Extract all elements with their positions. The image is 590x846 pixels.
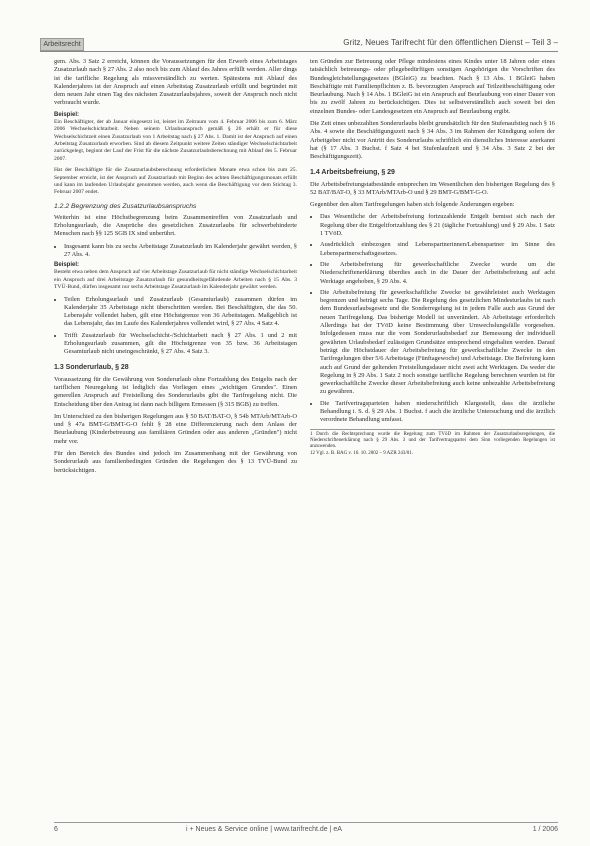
paragraph: Im Unterschied zu den bisherigen Regelungen aus § 50 BAT/BAT-O, § 54b MTArb/MTArb-O und § 47a BMT-G/BMT-G-O fehlt § 28 eine Differenzierung nach dem Anlass der Beurlaubung (Kinderbetreuung aus familiären Gründen oder aus anderen „Gründen") nicht mehr vor.	[54, 412, 297, 445]
paragraph: Hat der Beschäftigte für die Zusatzurlaubsberechnung erforderlichen Monate etwa schon bis zum 25. September erreicht, ist der Anspruch auf Zusatzurlaub mit Beginn des achten Beschäftigungsmonats erfüllt und kann im laufenden Urlaubsjahr genommen werden, auch wenn die Beschäftigung vor dem Stichtag 3. Februar 2007 endet.	[54, 167, 297, 196]
section-heading: 1.2.2 Begrenzung des Zusatzurlaubsanspruchs	[54, 202, 197, 210]
paragraph: ten Gründen zur Betreuung oder Pflege mindestens eines Kindes unter 18 Jahren oder eines tatsächlich betreuungs- oder pflegebedürftigen sonstigen Angehörigen die Vorschriften des Bundesgleichstellungsgesetzes (BGleiG) zu beachten. Nach § 13 Abs. 1 BGleiG haben Beschäftigte mit Familienpflichten z. B. bevorzugten Anspruch auf Teilzeitbeschäftigung oder Beurlaubung. Nach § 14 Abs. 1 BGleiG ist ein Anspruch auf Beurlaubung von einer Dauer von bis zu zwölf Jahren zu berücksichtigen. Dies ist selbstverständlich auch soweit bei den einzelnen Bundes- oder Landesgesetzen ein Anspruch auf Beurlaubung ergibt.	[310, 58, 555, 115]
bullet-list	[54, 296, 297, 357]
paragraph: Weiterhin ist eine Höchstbegrenzung beim Zusammentreffen von Zusatzurlaub und Erholungsurlaub, die Ansprüche des gesetzlichen Zusatzurlaubs für schwerbehinderte Menschen nach §§ 125 SGB IX sind unberührt.	[54, 213, 297, 238]
page-footer	[54, 822, 558, 833]
running-title: Gritz, Neues Tarifrecht für den öffentlichen Dienst – Teil 3 –	[343, 38, 558, 47]
left-column	[54, 58, 297, 479]
list-item: • Insgesamt kann bis zu sechs Arbeitstage Zusatzurlaub im Kalenderjahr gewährt werden, § 27 Abs. 4.	[64, 243, 297, 260]
header-rule	[40, 51, 558, 52]
footnote: 12 Vgl. z. B. BAG v. 16. 10. 2002 – 9 AZR 243/01.	[310, 450, 414, 456]
page-number: 6	[54, 826, 58, 833]
example-text: Ein Beschäftigter, der ab Januar eingesetzt ist, leistet im Zeitraum vom 4. Februar 2006 bis zum 6. März 2006 Wechselschichtarbeit. Neben seinem Urlaubsanspruch gemäß § 26 erhält er für diese Wechselschichtzeit einen Zusatzurlaub von 1 Arbeitstag nach § 27 Abs. 1. Damit ist der Anspruch auf einen Arbeitstag Zusatzurlaub erworben. Sind ab diesem Zeitpunkt weitere Zeiten ständiger Wechselschichtarbeit zurückgelegt, beginnt der Lauf der Frist für die nächste Zusatzurlaubsberechnung mit Ablauf des 5. Februar 2007.	[54, 118, 297, 162]
paragraph: Die Zeit eines unbezahlten Sonderurlaubs bleibt grundsätzlich für den Stufenaufstieg nach § 16 Abs. 4 sowie die Beschäftigungszeit nach § 34 Abs. 3 im Rahmen der Kündigung sofern der Arbeitgeber nicht vor Antritt des Sonderurlaubs schriftlich ein dienstliches Interesse anerkannt hat (§ 17 Abs. 3 Buchst. f Satz 4 bei Stufenlaufzeit und § 34 Abs. 3 Satz 2 bei der Beschäftigungszeit).	[310, 120, 555, 161]
bullet-list	[310, 213, 555, 424]
example-label: Beispiel:	[54, 262, 80, 269]
list-item: • Die Tarifvertragsparteien haben niederschriftlich Klargestellt, dass die ärztliche Behandlung i. S. d. § 29 Abs. 1 Buchst. f auch die ärztliche Untersuchung und die ärztlich verordnete Behandlung umfasst.	[320, 400, 555, 425]
list-item: • Teilen Erholungsurlaub und Zusatzurlaub (Gesamturlaub) zusammen dürfen im Kalenderjahr 35 Arbeitstage nicht überschritten werden. Bei Beschäftigten, die das 50. Lebensjahr vollendet haben, gilt eine Höchstgrenze von 36 Arbeitstagen. Maßgeblich ist das Lebensjahr, das im Laufe des Kalenderjahres vollendet wird, § 27 Abs. 4 Satz 4.	[64, 296, 297, 329]
right-column	[310, 58, 555, 457]
list-item: • Trifft Zusatzurlaub für Wechselschicht-/Schichtarbeit nach § 27 Abs. 1 und 2 mit Erholungsurlaub zusammen, gilt die Höchstgrenze von 35 bzw. 36 Arbeitstagen Gesamturlaub nicht uneingeschränkt, § 27 Abs. 4 Satz 3.	[64, 332, 297, 357]
example-label: Beispiel:	[54, 111, 80, 118]
footer-center-text: i + Neues & Service online | www.tarifrecht.de | eA	[186, 826, 342, 833]
example-text: Besteht etwa neben dem Anspruch auf vier Arbeitstage Zusatzurlaub für nicht ständige Wechselschichtarbeit ein Anspruch auf drei Arbeitstage Zusatzurlaub für gesundheitsgefährdende Arbeiten nach § 15 Abs. 3 TVÜ-Bund, dürfen insgesamt nur sechs Arbeitstage Zusatzurlaub im Kalenderjahr gewährt werden.	[54, 269, 297, 291]
footnote: 1 Durch die Rechtsprechung wurde die Regelung zum TVöD im Rahmen der Zusatzurlaubsregelungen, die Niederschriftenerklärung nach § 29 Abs. 3 und der Tarifvertragspartei dem Sinn vorliegenden Regelungen ist anzuwenden.	[310, 431, 555, 450]
paragraph: Gegenüber den alten Tarifregelungen haben sich folgende Änderungen ergeben:	[310, 201, 515, 209]
bullet-list	[54, 243, 297, 260]
list-item: • Ausdrücklich einbezogen sind Lebenspartnerinnen/Lebenspartner im Sinne des Lebenspartnerschaftsgesetzes.	[320, 241, 555, 258]
list-item: • Die Arbeitsbefreiung für gewerkschaftliche Zwecke ist gewährleistet auch Werktagen begrenzen und beträgt sechs Tage. Die Regelung des gesetzlichen Mindesturlaubs ist nach dem Bundesurlaubsgesetz und die Sonderregelung ist in jedem Falle auch aus Grund der neuen Tarifregelung. Das bisherige Modell ist unverändert. Ab Arbeitstage erforderlich Allerdings hat der TVöD keine Bestimmung über Umwechslungsfälle vorgesehen. Infolgedessen muss nur die vom Sonderurlaubsbedarf zur Bemessung der individuell gewährten Urlaubsbedarf zulässigen Grundsätze entsprechend eingehalten werden. Darauf beträgt die Höchstdauer der Arbeitsbefreiung für gewerkschaftliche Zwecke in den Tarifregelungen über 5/6 Arbeitstage (Fünftagewoche) und Arbeitstage. Die Befreiung kann auch auf Grund der geltenden Freistellungsdauer nicht zwei acht Werktagen. Da weder die Regelung in § 29 Abs. 1 Satz 2 noch sonstige tarifliche Regelung berechnen wurden ist für gewerkschaftliche Zwecke dieser Arbeitsbefreiung auch keine unbezahlte Arbeitsbefreiung zu gewähren.	[320, 289, 555, 397]
paragraph: gem. Abs. 3 Satz 2 erreicht, können die Voraussetzungen für den Erwerb eines Arbeitstages Zusatzurlaub nach § 27 Abs. 2 also noch bis zum Ablauf des Jahres erfüllt werden. Aller dings ist die tarifliche Regelung als missverständlich zu werten. Spätestens mit Ablauf des Kalenderjahres ist der Anspruch auf einen Arbeitstag Zusatzurlaub erfüllt und begründet mit dem neuen Jahr einen Tag des nächsten Zusatzurlaubsjahres, soweit der Anspruch noch nicht verbraucht wurde.	[54, 58, 297, 107]
paragraph: Voraussetzung für die Gewährung von Sonderurlaub ohne Fortzahlung des Entgelts nach der tariflichen Neuregelung ist lediglich das Vorliegen eines „wichtigen Grundes". Einen generellen Anspruch auf Freistellung des Sonderurlaubs gibt die Tarifregelung nicht. Die Entscheidung über den Antrag ist dann nach billigem Ermessen (§ 315 BGB) zu treffen.	[54, 375, 297, 408]
list-item: • Das Wesentliche der Arbeitsbefreiung fortzuzahlende Entgelt bemisst sich nach der Regelung über die Entgeltfortzahlung des § 21 (tägliche Fortzahlung) und § 29 Abs. 1 Satz 1 TVöD.	[320, 213, 555, 238]
issue-number: 1 / 2006	[532, 826, 558, 833]
section-tag: Arbeitsrecht	[40, 38, 84, 51]
list-item: • Die Arbeitsbefreiung für gewerkschaftliche Zwecke wurde um die Niederschriftenerklärung überdies auch in die Dauer der Arbeitsbefreiung auf acht Werktage angehoben, § 29 Abs. 4.	[320, 261, 555, 286]
paragraph: Die Arbeitsbefreiungstatbestände entsprechen im Wesentlichen den bisherigen Regelung des § 52 BAT/BAT-O, § 33 MTArb/MTArb-O und § 29 BMT-G/BMT-G-O.	[310, 180, 555, 196]
paragraph: Für den Bereich des Bundes sind jedoch im Zusammenhang mit der Gewährung von Sonderurlaub aus familienbedingten Gründen die Regelungen des § 13 TVÜ-Bund zu berücksichtigen.	[54, 450, 297, 474]
footnotes	[310, 429, 555, 458]
section-heading: 1.3 Sonderurlaub, § 28	[54, 363, 129, 371]
section-heading: 1.4 Arbeitsbefreiung, § 29	[310, 168, 395, 176]
